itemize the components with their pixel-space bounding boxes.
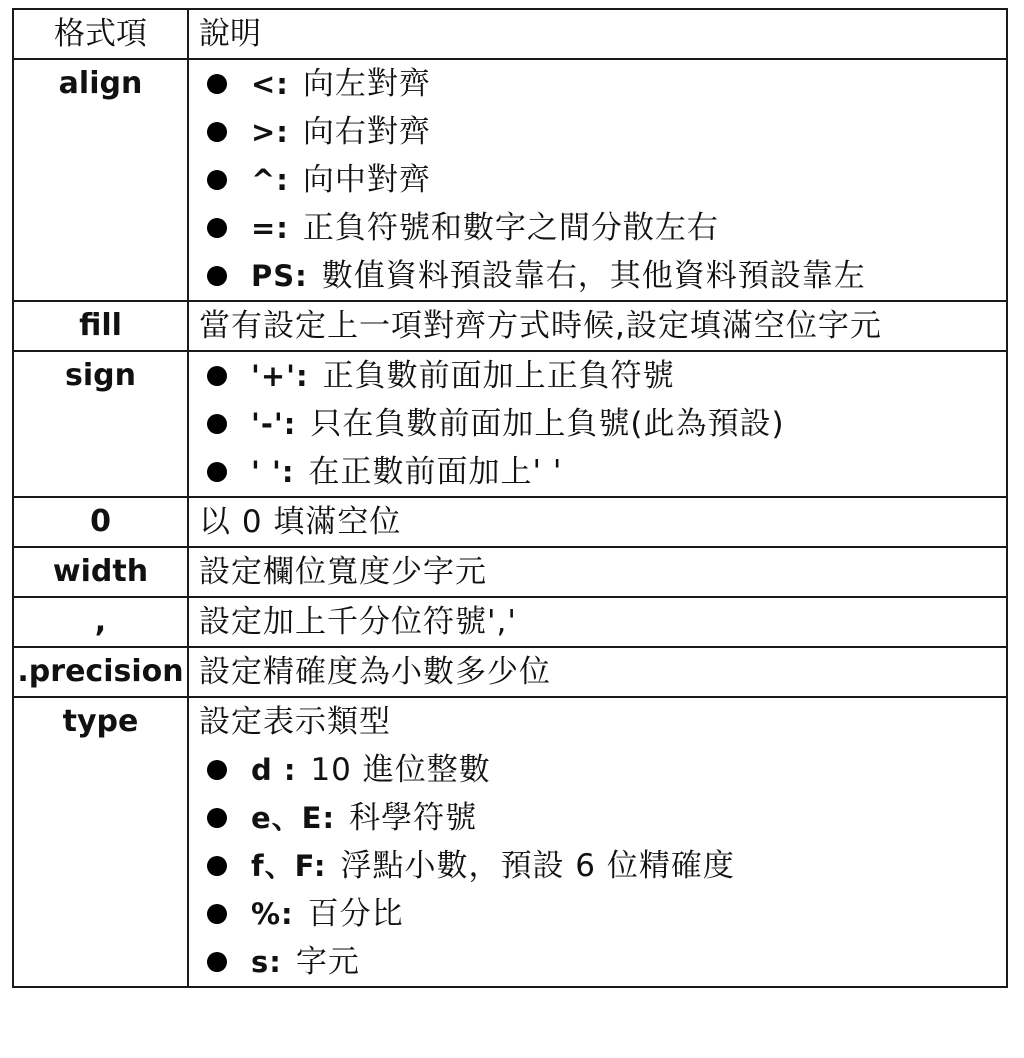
bullet-key: %: [251, 897, 294, 931]
bullet-item [199, 156, 1006, 204]
row-comma [13, 597, 1007, 647]
bullet-dot-icon [207, 856, 227, 876]
row-type [13, 697, 1007, 987]
bullet-dot-icon [207, 170, 227, 190]
row-description [188, 59, 1007, 301]
bullet-text: 向右對齊 [302, 114, 431, 150]
bullet-item [199, 60, 1006, 108]
bullet-key: '-': [251, 407, 297, 441]
row-key: fill [13, 301, 188, 351]
header-description: 說明 [188, 9, 1007, 59]
header-format-item: 格式項 [13, 9, 188, 59]
bullet-key: d : [251, 753, 297, 787]
row-description [188, 497, 1007, 547]
bullet-dot-icon [207, 462, 227, 482]
bullet-key: e、E: [251, 801, 336, 835]
row-description [188, 547, 1007, 597]
bullet-item [199, 938, 1006, 986]
description-text: 設定欄位寬度少字元 [199, 554, 487, 590]
bullet-key: ^: [251, 163, 289, 197]
bullet-dot-icon [207, 414, 227, 434]
row-key: .precision [13, 647, 188, 697]
bullet-key: =: [251, 211, 289, 245]
bullet-text: 正負數前面加上正負符號 [322, 358, 675, 394]
bullet-text: 數值資料預設靠右，其他資料預設靠左 [321, 258, 866, 294]
bullet-text: 在正數前面加上' ' [308, 454, 563, 490]
header-row [13, 9, 1007, 59]
row-precision [13, 647, 1007, 697]
bullet-dot-icon [207, 952, 227, 972]
row-key: 0 [13, 497, 188, 547]
bullet-item [199, 204, 1006, 252]
bullet-key: s: [251, 945, 282, 979]
bullet-item [199, 352, 1006, 400]
bullet-list [199, 60, 1006, 300]
format-spec-table [12, 8, 1008, 988]
bullet-list [199, 746, 1006, 986]
bullet-dot-icon [207, 74, 227, 94]
bullet-text: 10 進位整數 [310, 752, 491, 788]
bullet-text: 只在負數前面加上負號(此為預設) [310, 406, 785, 442]
bullet-dot-icon [207, 808, 227, 828]
bullet-text: 正負符號和數字之間分散左右 [302, 210, 719, 246]
bullet-key: '+': [251, 359, 309, 393]
bullet-text: 科學符號 [349, 800, 478, 836]
row-description [188, 351, 1007, 497]
bullet-list [199, 352, 1006, 496]
row-description [188, 597, 1007, 647]
bullet-dot-icon [207, 760, 227, 780]
bullet-item [199, 400, 1006, 448]
bullet-item [199, 842, 1006, 890]
bullet-dot-icon [207, 266, 227, 286]
bullet-key: ' ': [251, 455, 295, 489]
row-align [13, 59, 1007, 301]
bullet-key: f、F: [251, 849, 327, 883]
row-description [188, 697, 1007, 987]
bullet-text: 浮點小數，預設 6 位精確度 [340, 848, 735, 884]
bullet-key: >: [251, 115, 289, 149]
description-text: 設定加上千分位符號',' [199, 604, 517, 640]
description-text: 設定精確度為小數多少位 [199, 654, 551, 690]
bullet-dot-icon [207, 218, 227, 238]
row-key: sign [13, 351, 188, 497]
bullet-item [199, 890, 1006, 938]
bullet-item [199, 448, 1006, 496]
row-key: width [13, 547, 188, 597]
row-zero [13, 497, 1007, 547]
row-sign [13, 351, 1007, 497]
bullet-item [199, 794, 1006, 842]
bullet-dot-icon [207, 904, 227, 924]
bullet-item [199, 746, 1006, 794]
bullet-text: 向左對齊 [302, 66, 431, 102]
bullet-text: 向中對齊 [302, 162, 431, 198]
description-text: 以 0 填滿空位 [199, 504, 402, 540]
description-text: 設定表示類型 [199, 704, 391, 740]
bullet-dot-icon [207, 366, 227, 386]
row-fill [13, 301, 1007, 351]
row-width [13, 547, 1007, 597]
description-text: 當有設定上一項對齊方式時候,設定填滿空位字元 [199, 308, 882, 344]
row-key: , [13, 597, 188, 647]
bullet-text: 字元 [295, 944, 360, 980]
bullet-item [199, 108, 1006, 156]
row-description [188, 647, 1007, 697]
bullet-dot-icon [207, 122, 227, 142]
row-key: align [13, 59, 188, 301]
bullet-text: 百分比 [307, 896, 404, 932]
row-key: type [13, 697, 188, 987]
bullet-key: <: [251, 67, 289, 101]
row-description [188, 301, 1007, 351]
bullet-key: PS: [251, 259, 308, 293]
bullet-item [199, 252, 1006, 300]
